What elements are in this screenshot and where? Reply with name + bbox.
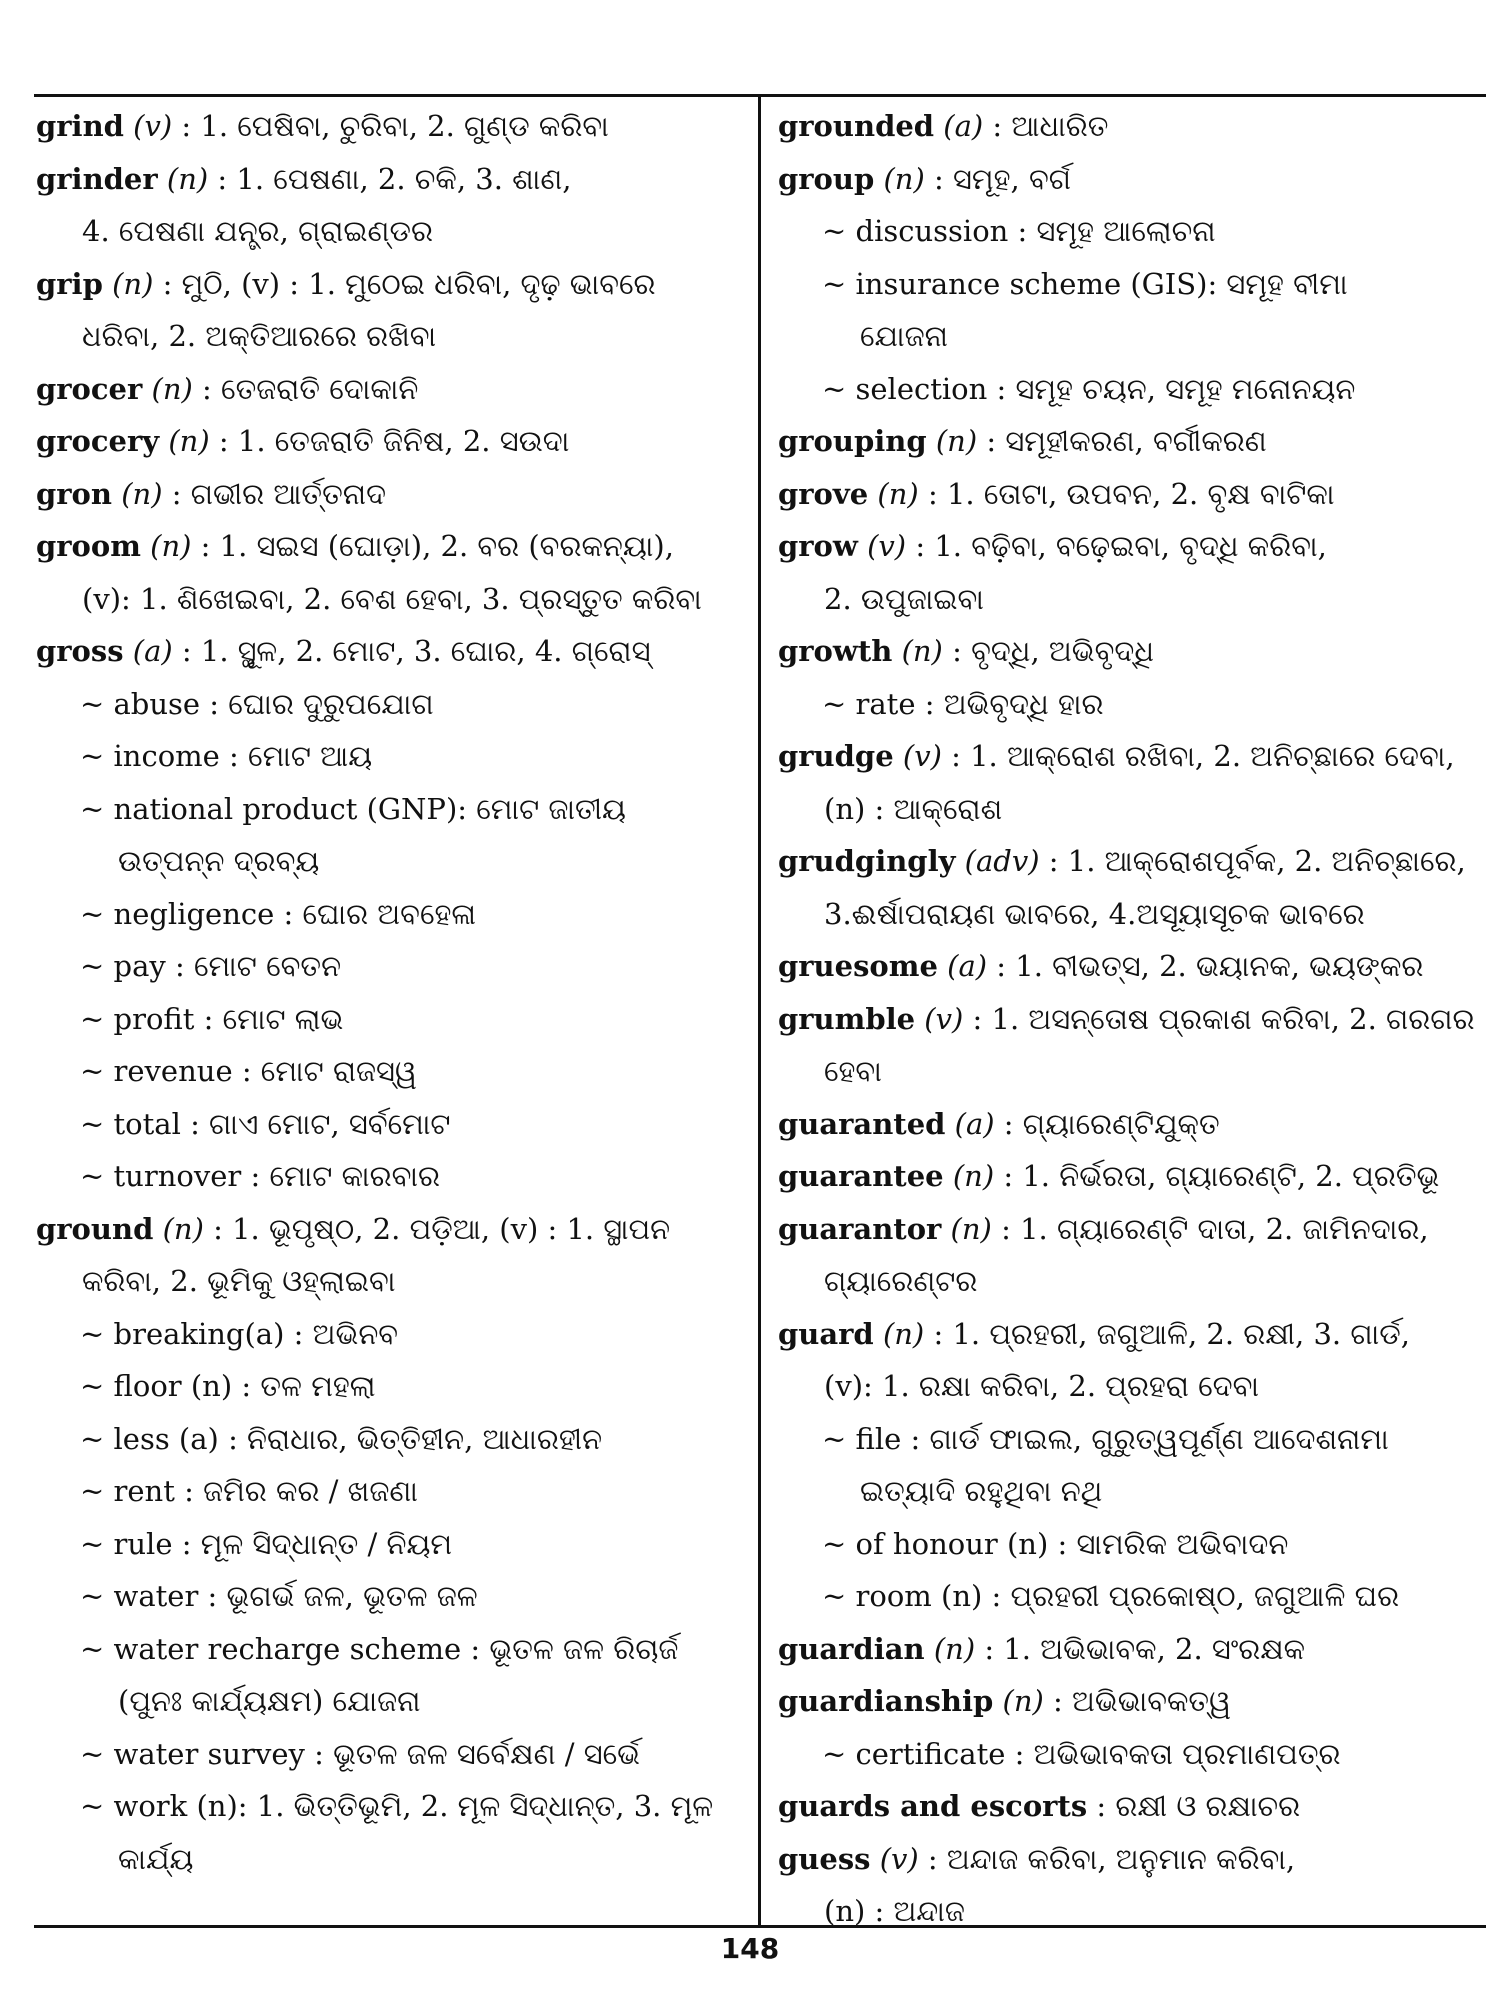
part-of-speech: (a) xyxy=(132,634,173,668)
definition-text: ~ discussion : ସମୂହ ଆଲୋଚନା xyxy=(822,214,1216,248)
definition-text: : 1. ଭୂପୃଷ୍ଠ, 2. ପଡ଼ିଆ, (v) : 1. ସ୍ଥାପନ xyxy=(203,1211,671,1246)
dictionary-entry xyxy=(36,1203,742,1256)
page-number: 148 xyxy=(720,1932,780,1965)
part-of-speech: (n) xyxy=(168,424,210,458)
entry-continuation xyxy=(36,310,742,363)
definition-text: ଧରିବା, 2. ଅକ୍ତିଆରରେ ରଖିବା xyxy=(82,319,437,353)
definition-text: ଗ୍ୟାରେଣ୍ଟର xyxy=(824,1264,978,1298)
part-of-speech: (n) xyxy=(166,161,209,196)
definition-text: : 1. ଅଭିଭାବକ, 2. ସଂରକ୍ଷକ xyxy=(975,1631,1306,1666)
part-of-speech: (n) xyxy=(933,1631,976,1666)
dictionary-entry xyxy=(778,468,1478,521)
part-of-speech: (adv) xyxy=(964,844,1040,878)
dictionary-entry xyxy=(778,835,1478,888)
entry-continuation xyxy=(36,1255,742,1308)
entry-continuation xyxy=(36,573,742,626)
definition-text: ~ insurance scheme (GIS): ସମୂହ ବୀମା xyxy=(822,266,1348,301)
entry-continuation xyxy=(36,835,742,888)
headword: guarantee xyxy=(778,1159,944,1193)
definition-text: : 1. ତେଜରାତି ଜିନିଷ, 2. ସଉଦା xyxy=(209,424,570,458)
definition-text: : ବୃଦ୍ଧି, ଅଭିବୃଦ୍ଧି xyxy=(942,634,1154,668)
part-of-speech: (n) xyxy=(950,1211,992,1246)
dictionary-entry xyxy=(778,1203,1478,1256)
entry-continuation xyxy=(36,1675,742,1728)
definition-text: : ଗ୍ୟାରେଣ୍ଟିଯୁକ୍ତ xyxy=(994,1106,1220,1141)
entry-continuation xyxy=(778,573,1478,626)
entry-continuation xyxy=(36,1833,742,1886)
dictionary-entry xyxy=(36,100,742,153)
definition-text: ~ profit : ମୋଟ ଲାଭ xyxy=(80,1001,344,1036)
headword: grudge xyxy=(778,739,894,773)
definition-text: ଯୋଜନା xyxy=(860,319,948,353)
entry-continuation xyxy=(778,888,1478,941)
headword: gruesome xyxy=(778,949,938,983)
entry-continuation xyxy=(778,1045,1478,1098)
headword: group xyxy=(778,161,875,196)
headword: grove xyxy=(778,476,869,511)
dictionary-entry xyxy=(778,730,1478,783)
headword: grow xyxy=(778,529,858,563)
definition-text: ~ abuse : ଘୋର ଦୁରୁପଯୋଗ xyxy=(80,686,434,721)
entry-continuation xyxy=(778,1360,1478,1413)
definition-text: ~ of honour (n) : ସାମରିକ ଅଭିବାଦନ xyxy=(822,1526,1289,1561)
column-divider xyxy=(758,96,761,1926)
definition-text: ~ pay : ମୋଟ ବେତନ xyxy=(80,949,342,983)
definition-text: : ରକ୍ଷୀ ଓ ରକ୍ଷାଚର xyxy=(1087,1789,1301,1823)
definition-text: : ମୁଠି, (v) : 1. ମୁଠେଇ ଧରିବା, ଦୃଢ଼ ଭାବରେ xyxy=(153,266,656,301)
definition-text: : 1. ସଇସ (ଘୋଡ଼ା), 2. ବର (ବରକନ୍ୟା), xyxy=(191,529,674,563)
sub-entry xyxy=(36,1465,742,1518)
definition-text: ~ income : ମୋଟ ଆୟ xyxy=(80,739,373,773)
definition-text: ~ file : ଗାର୍ଡ ଫାଇଲ, ଗୁରୁତ୍ୱପୂର୍ଣ୍ଣ ଆଦେଶନାମା xyxy=(822,1421,1389,1456)
sub-entry xyxy=(36,1518,742,1571)
part-of-speech: (v) xyxy=(879,1841,919,1876)
definition-text: (n) : ଅନ୍ଦାଜ xyxy=(824,1894,965,1928)
definition-text: 3.ଈର୍ଷାପରାୟଣ ଭାବରେ, 4.ଅସୂୟାସୂଚକ ଭାବରେ xyxy=(824,896,1365,931)
part-of-speech: (n) xyxy=(883,161,925,196)
headword: grudgingly xyxy=(778,844,956,878)
definition-text: ~ rule : ମୂଳ ସିଦ୍ଧାନ୍ତ / ନିୟମ xyxy=(80,1526,453,1561)
part-of-speech: (n) xyxy=(1002,1684,1044,1718)
definition-text: (n) : ଆକ୍ରୋଶ xyxy=(824,791,1003,826)
sub-entry xyxy=(36,783,742,836)
part-of-speech: (a) xyxy=(947,949,988,983)
definition-text: 2. ଉପୁଜାଇବା xyxy=(824,581,984,616)
sub-entry xyxy=(36,888,742,941)
dictionary-entry xyxy=(36,468,742,521)
dictionary-entry xyxy=(778,100,1478,153)
part-of-speech: (n) xyxy=(112,266,154,301)
sub-entry xyxy=(778,205,1478,258)
part-of-speech: (n) xyxy=(151,371,193,406)
part-of-speech: (n) xyxy=(901,634,943,668)
part-of-speech: (n) xyxy=(121,476,163,511)
headword: growth xyxy=(778,634,893,668)
part-of-speech: (n) xyxy=(150,529,192,563)
sub-entry xyxy=(778,1518,1478,1571)
definition-text: ~ turnover : ମୋଟ କାରବାର xyxy=(80,1159,441,1193)
sub-entry xyxy=(36,1413,742,1466)
headword: grounded xyxy=(778,109,935,143)
headword: guardianship xyxy=(778,1684,994,1718)
sub-entry xyxy=(36,1570,742,1623)
definition-text: : 1. ଅସନ୍ତୋଷ ପ୍ରକାଶ କରିବା, 2. ଗରଗର xyxy=(963,1001,1475,1036)
sub-entry xyxy=(36,1728,742,1781)
definition-text: : 1. ଆକ୍ରୋଶପୂର୍ବକ, 2. ଅନିଚ୍ଛାରେ, xyxy=(1039,844,1466,878)
sub-entry xyxy=(36,940,742,993)
dictionary-entry xyxy=(778,625,1478,678)
sub-entry xyxy=(36,1308,742,1361)
sub-entry xyxy=(778,258,1478,311)
headword: groom xyxy=(36,529,141,563)
part-of-speech: (n) xyxy=(877,476,919,511)
definition-text: ~ water : ଭୂଗର୍ଭ ଜଳ, ଭୂତଳ ଜଳ xyxy=(80,1579,478,1613)
dictionary-entry xyxy=(36,520,742,573)
headword: guess xyxy=(778,1841,871,1876)
definition-text: ~ national product (GNP): ମୋଟ ଜାତୀୟ xyxy=(80,791,626,826)
definition-text: : 1. ବୀଭତ୍ସ, 2. ଭୟାନକ, ଭୟଙ୍କର xyxy=(987,949,1424,983)
dictionary-entry xyxy=(36,363,742,416)
headword: grinder xyxy=(36,161,158,196)
part-of-speech: (a) xyxy=(954,1106,995,1141)
definition-text: (v): 1. ଶିଖେଇବା, 2. ବେଶ ହେବା, 3. ପ୍ରସ୍ତୁତ କରିବା xyxy=(82,581,702,616)
part-of-speech: (v) xyxy=(133,109,173,143)
entry-continuation xyxy=(778,1465,1478,1518)
dictionary-entry xyxy=(36,625,742,678)
bottom-rule xyxy=(34,1925,1486,1928)
dictionary-entry xyxy=(778,1150,1478,1203)
definition-text: : 1. ଗ୍ୟାରେଣ୍ଟି ଦାତା, 2. ଜାମିନଦାର, xyxy=(991,1211,1429,1246)
definition-text: ~ breaking(a) : ଅଭିନବ xyxy=(80,1316,399,1351)
dictionary-entry xyxy=(778,1308,1478,1361)
dictionary-entry xyxy=(778,415,1478,468)
dictionary-entry xyxy=(36,258,742,311)
sub-entry xyxy=(36,1098,742,1151)
definition-text: : ଗଭୀର ଆର୍ତ୍ତନାଦ xyxy=(162,476,387,511)
definition-text: : 1. ନିର୍ଭରତା, ଗ୍ୟାରେଣ୍ଟି, 2. ପ୍ରତିଭୂ xyxy=(994,1159,1440,1193)
headword: gross xyxy=(36,634,124,668)
part-of-speech: (n) xyxy=(952,1159,995,1193)
headword: guards and escorts xyxy=(778,1789,1088,1823)
definition-text: : 1. ସ୍ଥୂଳ, 2. ମୋଟ, 3. ଘୋର, 4. ଗ୍ରୋସ୍ xyxy=(172,634,651,668)
part-of-speech: (v) xyxy=(902,739,942,773)
definition-text: ~ rate : ଅଭିବୃଦ୍ଧି ହାର xyxy=(822,686,1104,721)
definition-text: : ସମୂହୀକରଣ, ବର୍ଗୀକରଣ xyxy=(977,424,1267,458)
part-of-speech: (n) xyxy=(935,424,978,458)
definition-text: : ତେଜରାତି ଦୋକାନି xyxy=(192,371,419,406)
dictionary-entry xyxy=(36,153,742,206)
definition-text: ~ rent : ଜମିର କର / ଖଜଣା xyxy=(80,1474,418,1508)
headword: grumble xyxy=(778,1001,916,1036)
definition-text: : 1. ତୋଟା, ଉପବନ, 2. ବୃକ୍ଷ ବାଟିକା xyxy=(918,476,1335,511)
sub-entry xyxy=(36,1045,742,1098)
sub-entry xyxy=(778,678,1478,731)
definition-text: ଇତ୍ୟାଦି ରହୁଥିବା ନଥି xyxy=(860,1474,1103,1508)
part-of-speech: (n) xyxy=(882,1316,925,1351)
dictionary-entry xyxy=(778,993,1478,1046)
definition-text: : ଆଧାରିତ xyxy=(983,109,1109,143)
definition-text: କାର୍ଯ୍ୟ xyxy=(118,1841,194,1876)
headword: grocer xyxy=(36,371,143,406)
dictionary-entry xyxy=(778,520,1478,573)
definition-text: କରିବା, 2. ଭୂମିକୁ ଓହ୍ଲାଇବା xyxy=(82,1264,396,1298)
sub-entry xyxy=(778,1728,1478,1781)
part-of-speech: (n) xyxy=(162,1211,204,1246)
definition-text: ~ floor (n) : ତଳ ମହଲା xyxy=(80,1369,376,1403)
dictionary-entry xyxy=(778,1675,1478,1728)
definition-text: : 1. ବଢ଼ିବା, ବଢ଼େଇବା, ବୃଦ୍ଧି କରିବା, xyxy=(906,529,1327,563)
sub-entry xyxy=(778,363,1478,416)
headword: guardian xyxy=(778,1631,925,1666)
part-of-speech: (v) xyxy=(867,529,907,563)
sub-entry xyxy=(36,730,742,783)
definition-text: ~ selection : ସମୂହ ଚୟନ, ସମୂହ ମନୋନୟନ xyxy=(822,371,1356,406)
headword: grocery xyxy=(36,424,160,458)
dictionary-entry xyxy=(778,1780,1478,1833)
entry-continuation xyxy=(778,1255,1478,1308)
definition-text: : 1. ପେଷିବା, ଚୁରିବା, 2. ଗୁଣ୍ଡ କରିବା xyxy=(172,109,609,143)
definition-text: (ପୁନଃ କାର୍ଯ୍ୟକ୍ଷମ) ଯୋଜନା xyxy=(118,1684,421,1718)
definition-text: ହେବା xyxy=(824,1054,882,1088)
headword: gron xyxy=(36,476,112,511)
dictionary-entry xyxy=(778,1098,1478,1151)
definition-text: ~ certificate : ଅଭିଭାବକତା ପ୍ରମାଣପତ୍ର xyxy=(822,1736,1341,1771)
definition-text: ~ work (n): 1. ଭିତ୍ତିଭୂମି, 2. ମୂଳ ସିଦ୍ଧାନ୍ତ, 3. ମୂଳ xyxy=(80,1789,714,1823)
definition-text: ~ negligence : ଘୋର ଅବହେଳା xyxy=(80,896,477,931)
dictionary-entry xyxy=(36,415,742,468)
dictionary-entry xyxy=(778,1833,1478,1886)
headword: guarantor xyxy=(778,1211,942,1246)
definition-text: ~ less (a) : ନିରାଧାର, ଭିତ୍ତିହୀନ, ଆଧାରହୀନ xyxy=(80,1421,603,1456)
sub-entry xyxy=(36,1780,742,1833)
sub-entry xyxy=(36,1360,742,1413)
sub-entry xyxy=(36,1623,742,1676)
definition-text: ~ room (n) : ପ୍ରହରୀ ପ୍ରକୋଷ୍ଠ, ଜଗୁଆଳି ଘର xyxy=(822,1579,1400,1613)
sub-entry xyxy=(36,1150,742,1203)
part-of-speech: (v) xyxy=(924,1001,964,1036)
dictionary-entry xyxy=(778,940,1478,993)
entry-continuation xyxy=(778,783,1478,836)
definition-text: : ସମୂହ, ବର୍ଗ xyxy=(924,161,1071,196)
headword: grouping xyxy=(778,424,927,458)
headword: guard xyxy=(778,1316,874,1351)
right-column xyxy=(778,100,1478,1938)
definition-text: ଉତ୍ପନ୍ନ ଦ୍ରବ୍ୟ xyxy=(118,844,320,878)
definition-text: : 1. ପ୍ରହରୀ, ଜଗୁଆଳି, 2. ରକ୍ଷୀ, 3. ଗାର୍ଡ, xyxy=(924,1316,1410,1351)
dictionary-entry xyxy=(778,153,1478,206)
dictionary-entry xyxy=(778,1623,1478,1676)
definition-text: ~ water survey : ଭୂତଳ ଜଳ ସର୍ବେକ୍ଷଣ / ସର୍ଭେ xyxy=(80,1736,640,1771)
definition-text: ~ revenue : ମୋଟ ରାଜସ୍ୱ xyxy=(80,1054,417,1088)
sub-entry xyxy=(778,1413,1478,1466)
definition-text: : ଅଭିଭାବକତ୍ୱ xyxy=(1043,1684,1231,1718)
sub-entry xyxy=(778,1570,1478,1623)
headword: ground xyxy=(36,1211,154,1246)
definition-text: ~ water recharge scheme : ଭୂତଳ ଜଳ ରିଚାର୍ଜ xyxy=(80,1631,679,1666)
left-column xyxy=(36,100,742,1885)
sub-entry xyxy=(36,678,742,731)
headword: grind xyxy=(36,109,124,143)
entry-continuation xyxy=(778,310,1478,363)
part-of-speech: (a) xyxy=(943,109,984,143)
entry-continuation xyxy=(778,1885,1478,1938)
definition-text: 4. ପେଷଣା ଯନ୍ତ୍ର, ଗ୍ରାଇଣ୍ଡର xyxy=(82,214,433,248)
entry-continuation xyxy=(36,205,742,258)
definition-text: : 1. ଆକ୍ରୋଶ ରଖିବା, 2. ଅନିଚ୍ଛାରେ ଦେବା, xyxy=(941,739,1455,773)
headword: grip xyxy=(36,266,103,301)
definition-text: : ଅନ୍ଦାଜ କରିବା, ଅନୁମାନ କରିବା, xyxy=(918,1841,1296,1876)
sub-entry xyxy=(36,993,742,1046)
definition-text: (v): 1. ରକ୍ଷା କରିବା, 2. ପ୍ରହରା ଦେବା xyxy=(824,1369,1259,1403)
definition-text: ~ total : ଗାଏ ମୋଟ, ସର୍ବମୋଟ xyxy=(80,1106,451,1141)
definition-text: : 1. ପେଷଣା, 2. ଚକି, 3. ଶାଣ, xyxy=(208,161,572,196)
headword: guaranted xyxy=(778,1106,946,1141)
